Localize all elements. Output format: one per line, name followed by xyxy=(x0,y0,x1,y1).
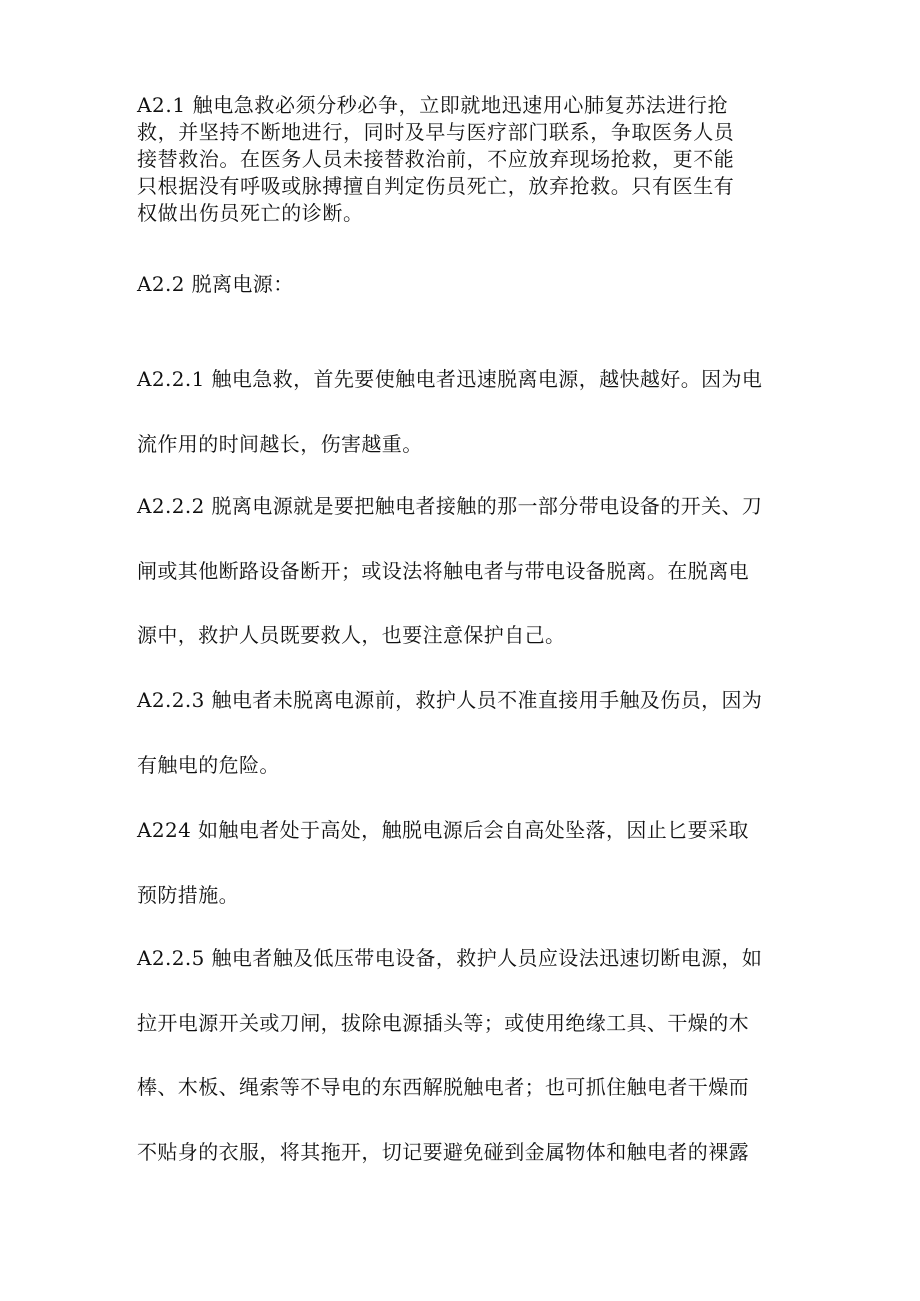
text-line: 救，并坚持不断地进行，同时及早与医疗部门联系，争取医务人员 xyxy=(137,120,735,144)
text-line: A2.2 脱离电源： xyxy=(137,272,294,296)
text-line: 棒、木板、绳索等不导电的东西解脱触电者；也可抓住触电者干燥而 xyxy=(137,1075,749,1099)
paragraph-a2-2-5 xyxy=(137,946,785,1204)
text-line: 接替救治。在医务人员未接替救治前，不应放弃现场抢救，更不能 xyxy=(137,147,735,171)
text-line: A2.2.5 触电者触及低压带电设备，救护人员应设法迅速切断电源，如 xyxy=(137,946,763,970)
text-line: 拉开电源开关或刀闸，拔除电源插头等；或使用绝缘工具、干燥的木 xyxy=(137,1010,749,1035)
text-line: 只根据没有呼吸或脉搏擅自判定伤员死亡，放弃抢救。只有医生有 xyxy=(137,174,735,198)
paragraph-a2-2-1 xyxy=(137,367,785,496)
text-line: A224 如触电者处于高处，触脱电源后会自高处坠落，因止匕要采取 xyxy=(137,818,749,842)
paragraph-a2-2-4 xyxy=(137,818,785,947)
text-line: 有触电的危险。 xyxy=(137,752,280,777)
text-line: 权做出伤员死亡的诊断。 xyxy=(137,201,364,225)
text-line: A2.1 触电急救必须分秒必争，立即就地迅速用心肺复苏法进行抢 xyxy=(137,93,729,117)
text-line: 不贴身的衣服，将其拖开，切记要避免碰到金属物体和触电者的裸露 xyxy=(137,1139,749,1164)
paragraph-a2-1 xyxy=(137,92,785,227)
text-line: 源中，救护人员既要救人，也要注意保护自己。 xyxy=(137,623,566,647)
text-line: 流作用的时间越长，伤害越重。 xyxy=(137,431,423,456)
paragraph-a2-2 xyxy=(137,272,785,296)
text-line: 闸或其他断路设备断开；或设法将触电者与带电设备脱离。在脱离电 xyxy=(137,558,749,583)
text-line: A2.2.2 脱离电源就是要把触电者接触的那一部分带电设备的开关、刀 xyxy=(137,494,763,518)
text-line: 预防措施。 xyxy=(137,882,239,907)
text-line: A2.2.1 触电急救，首先要使触电者迅速脱离电源，越快越好。因为电 xyxy=(137,367,763,391)
text-line: A2.2.3 触电者未脱离电源前，救护人员不准直接用手触及伤员，因为 xyxy=(137,688,763,712)
paragraph-a2-2-2 xyxy=(137,494,785,688)
paragraph-a2-2-3 xyxy=(137,688,785,817)
